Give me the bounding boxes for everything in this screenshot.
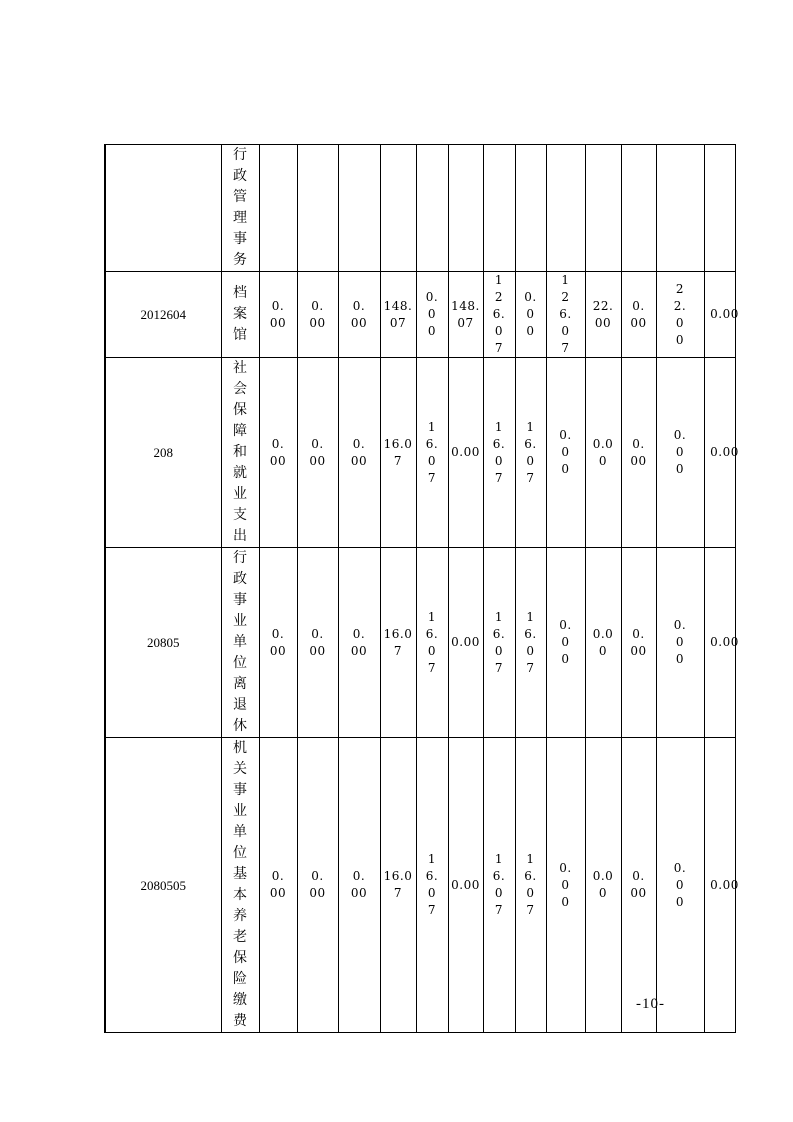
- amount-value: 0.00: [350, 626, 368, 658]
- amount-cell: [704, 738, 739, 1033]
- amount-cell: [338, 738, 380, 1033]
- amount-value: 0.00: [269, 626, 287, 658]
- table-row: [105, 145, 736, 272]
- amount-cell: [448, 738, 483, 1033]
- amount-cell: [546, 548, 585, 738]
- amount-value: 0.00: [451, 635, 480, 649]
- amount-cell: [297, 272, 338, 358]
- page-number: -10-: [636, 996, 665, 1012]
- amount-cell: [656, 145, 704, 272]
- amount-value: 126.07: [559, 273, 572, 355]
- amount-value: 0.00: [269, 436, 287, 468]
- amount-cell: [585, 738, 621, 1033]
- amount-value: 0.00: [630, 626, 647, 658]
- amount-cell: [338, 272, 380, 358]
- amount-cell: [515, 358, 546, 548]
- amount-value: 0.00: [710, 307, 739, 321]
- amount-cell: [448, 548, 483, 738]
- amount-value: 0.00: [630, 298, 647, 330]
- amount-cell: [297, 548, 338, 738]
- amount-cell: [380, 358, 416, 548]
- amount-value: 0.00: [309, 869, 326, 900]
- amount-value: 0.00: [630, 869, 647, 900]
- amount-value: 22.00: [592, 298, 614, 330]
- amount-cell: [448, 272, 483, 358]
- amount-value: 16.07: [492, 609, 506, 675]
- amount-value: 0.00: [673, 860, 687, 909]
- amount-cell: [656, 738, 704, 1033]
- amount-value: 16.07: [425, 419, 439, 485]
- amount-cell: [259, 358, 297, 548]
- amount-cell: [259, 738, 297, 1033]
- amount-value: 16.07: [383, 626, 413, 658]
- amount-value: 0.00: [350, 869, 368, 900]
- amount-value: 0.00: [592, 869, 614, 900]
- amount-cell: [297, 358, 338, 548]
- amount-value: 0.00: [350, 298, 368, 330]
- amount-cell: [416, 738, 448, 1033]
- subject-code-cell: [105, 145, 221, 272]
- amount-value: 0.00: [559, 618, 572, 666]
- subject-name: 机关事业单位基本养老保险缴费: [233, 740, 247, 1029]
- amount-value: 0.00: [710, 445, 739, 459]
- amount-cell: [585, 358, 621, 548]
- amount-cell: [338, 145, 380, 272]
- amount-cell: [483, 145, 515, 272]
- amount-value: 16.07: [383, 436, 413, 468]
- amount-cell: [380, 272, 416, 358]
- amount-value: 16.07: [492, 419, 506, 485]
- amount-value: 16.07: [425, 609, 439, 675]
- amount-cell: [585, 272, 621, 358]
- subject-code-cell: 20805: [105, 548, 221, 738]
- amount-cell: [585, 548, 621, 738]
- amount-cell: [259, 548, 297, 738]
- amount-cell: [416, 548, 448, 738]
- amount-value: 0.00: [269, 869, 287, 900]
- subject-name-cell: [221, 272, 259, 358]
- amount-value: 16.07: [524, 852, 537, 917]
- amount-cell: [380, 145, 416, 272]
- amount-cell: [380, 548, 416, 738]
- amount-cell: [380, 738, 416, 1033]
- subject-code-cell: 2080505: [105, 738, 221, 1033]
- amount-value: 0.00: [309, 436, 326, 468]
- amount-cell: [259, 272, 297, 358]
- amount-cell: [585, 145, 621, 272]
- subject-name-cell: [221, 548, 259, 738]
- subject-name-cell: [221, 738, 259, 1033]
- amount-value: 0.00: [592, 626, 614, 658]
- amount-value: 16.07: [492, 852, 506, 917]
- amount-cell: [297, 145, 338, 272]
- amount-value: 0.00: [559, 860, 572, 909]
- table-row: [105, 548, 736, 738]
- amount-cell: [297, 738, 338, 1033]
- amount-value: 0.00: [309, 298, 326, 330]
- amount-cell: [416, 272, 448, 358]
- table-row: [105, 358, 736, 548]
- amount-value: 0.00: [451, 877, 480, 892]
- amount-cell: [656, 272, 704, 358]
- amount-cell: [546, 272, 585, 358]
- amount-value: 0.00: [269, 298, 287, 330]
- amount-value: 148.07: [383, 298, 413, 330]
- amount-value: 16.07: [524, 419, 537, 485]
- subject-name-cell: [221, 145, 259, 272]
- amount-value: 0.00: [710, 635, 739, 649]
- amount-cell: [448, 358, 483, 548]
- amount-value: 22.00: [673, 281, 687, 347]
- amount-cell: [546, 738, 585, 1033]
- amount-cell: [621, 145, 656, 272]
- budget-table: [104, 144, 739, 1033]
- amount-cell: [656, 548, 704, 738]
- amount-value: 0.00: [524, 290, 537, 338]
- amount-cell: [416, 145, 448, 272]
- amount-cell: [704, 272, 739, 358]
- amount-cell: [483, 548, 515, 738]
- amount-value: 0.00: [630, 436, 647, 468]
- amount-cell: [621, 548, 656, 738]
- amount-cell: [546, 358, 585, 548]
- amount-value: 0.00: [673, 428, 687, 476]
- subject-name: 行政事业单位离退休: [233, 550, 247, 734]
- subject-name: 档案馆: [233, 285, 247, 343]
- amount-cell: [704, 548, 739, 738]
- subject-name-cell: [221, 358, 259, 548]
- subject-name: 行政管理事务: [233, 147, 247, 268]
- amount-value: 0.00: [309, 626, 326, 658]
- subject-code-cell: 208: [105, 358, 221, 548]
- amount-cell: [704, 358, 739, 548]
- amount-cell: [621, 738, 656, 1033]
- amount-value: 148.07: [451, 298, 480, 330]
- table-row: [105, 272, 736, 358]
- amount-cell: [259, 145, 297, 272]
- amount-cell: [621, 358, 656, 548]
- amount-cell: [483, 272, 515, 358]
- amount-cell: [515, 738, 546, 1033]
- amount-value: 0.00: [710, 877, 739, 892]
- amount-cell: [656, 358, 704, 548]
- amount-cell: [515, 145, 546, 272]
- amount-cell: [483, 738, 515, 1033]
- amount-value: 0.00: [350, 436, 368, 468]
- amount-value: 16.07: [524, 609, 537, 675]
- amount-cell: [515, 272, 546, 358]
- amount-cell: [338, 548, 380, 738]
- amount-cell: [416, 358, 448, 548]
- amount-cell: [621, 272, 656, 358]
- amount-cell: [448, 145, 483, 272]
- table-body: [105, 145, 739, 1033]
- amount-value: 126.07: [492, 273, 506, 355]
- amount-value: 16.07: [383, 869, 413, 900]
- amount-value: 0.00: [559, 428, 572, 476]
- amount-cell: [338, 358, 380, 548]
- amount-cell: [483, 358, 515, 548]
- amount-value: 0.00: [673, 618, 687, 666]
- amount-value: 0.00: [425, 290, 439, 338]
- amount-value: 0.00: [451, 445, 480, 459]
- amount-cell: [515, 548, 546, 738]
- amount-value: 16.07: [425, 852, 439, 917]
- table-row: [105, 738, 736, 1033]
- amount-cell: [704, 145, 736, 272]
- amount-cell: [546, 145, 585, 272]
- amount-value: 0.00: [592, 436, 614, 468]
- subject-name: 社会保障和就业支出: [233, 360, 247, 544]
- subject-code-cell: 2012604: [105, 272, 221, 358]
